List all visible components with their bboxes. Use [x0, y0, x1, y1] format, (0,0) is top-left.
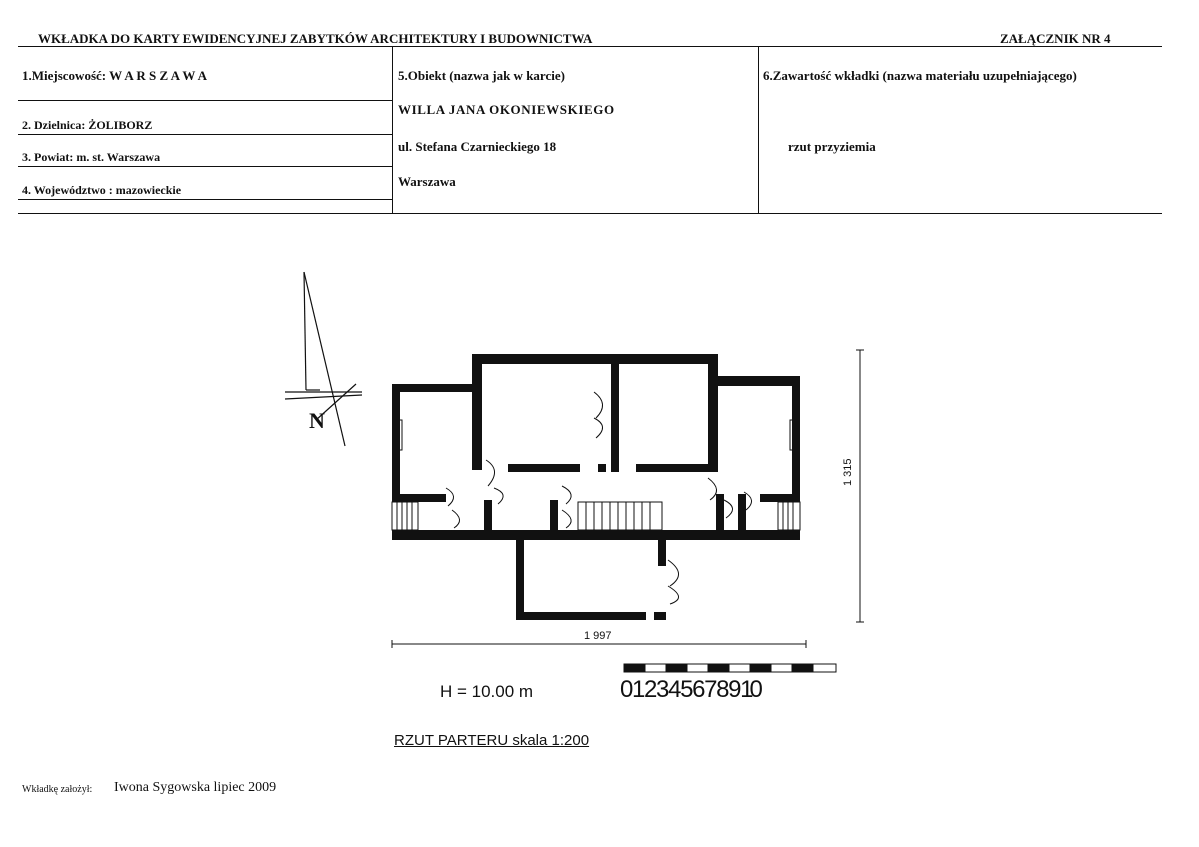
height-dimension: 1 315	[842, 458, 854, 486]
width-dimension: 1 997	[584, 630, 612, 642]
content-value: rzut przyziemia	[788, 139, 876, 154]
author-signature: Iwona Sygowska lipiec 2009	[114, 780, 277, 795]
author-label: Wkładkę założył:	[22, 784, 93, 795]
north-label: N	[309, 408, 325, 433]
locality-field: 1.Miejscowość: W A R S Z A W A	[22, 68, 208, 83]
annex-label: ZAŁĄCZNIK NR 4	[1000, 31, 1111, 46]
height-label: H = 10.00 m	[440, 682, 534, 701]
scale-bar	[624, 664, 836, 672]
content-heading: 6.Zawartość wkładki (nazwa materiału uzupełniającego)	[763, 68, 1077, 83]
object-address: ul. Stefana Czarnieckiego 18	[398, 139, 557, 154]
object-name: WILLA JANA OKONIEWSKIEGO	[398, 102, 615, 117]
object-heading: 5.Obiekt (nazwa jak w karcie)	[398, 68, 565, 83]
form-title: WKŁADKA DO KARTY EWIDENCYJNEJ ZABYTKÓW ARCHITEKTURY I BUDOWNICTWA	[38, 31, 593, 46]
scale-numbers: 0 1 2 3 4 5 6 7 8 9 10	[620, 676, 759, 703]
district-field: 2. Dzielnica: ŻOLIBORZ	[22, 118, 153, 132]
county-field: 3. Powiat: m. st. Warszawa	[22, 150, 161, 164]
plan-caption: RZUT PARTERU skala 1:200	[394, 732, 590, 749]
object-city: Warszawa	[398, 174, 456, 189]
voivodeship-field: 4. Województwo : mazowieckie	[22, 183, 182, 197]
